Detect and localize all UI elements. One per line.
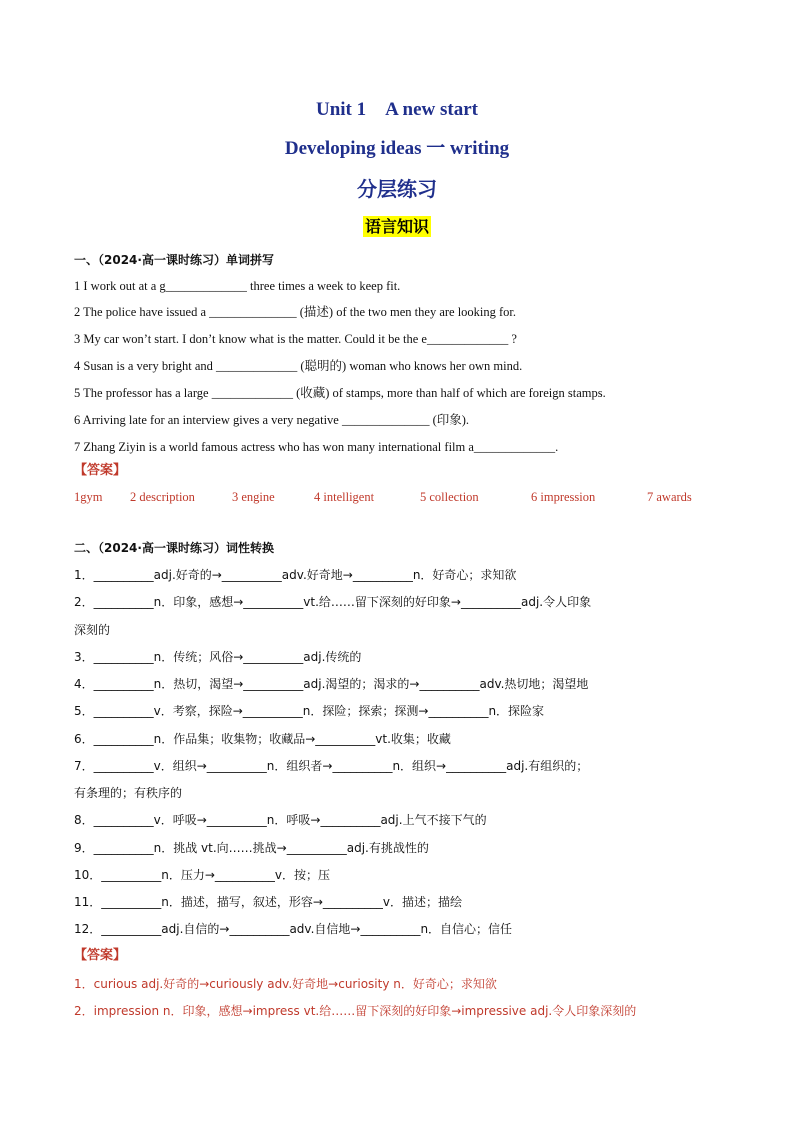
s1-item-6: 6 Arriving late for an interview gives a very negative ______________ (印象). [74, 413, 470, 427]
s2-item-6: 6．__________n．作品集；收集物；收藏品→__________vt.收集；收藏 [74, 732, 451, 746]
s1-answer-1: 1gym [74, 490, 103, 504]
s1-answer-6: 6 impression [531, 490, 596, 504]
s1-answer-4: 4 intelligent [314, 490, 375, 504]
s1-item-2: 2 The police have issued a ______________ (描述) of the two men they are looking for. [74, 305, 517, 319]
highlight-label: 语言知识 [364, 217, 429, 236]
s1-item-7: 7 Zhang Ziyin is a world famous actress who has won many international film a_____________. [74, 440, 559, 454]
s2-answer-1: 1．curious adj.好奇的→curiously adv.好奇地→curiosity n．好奇心；求知欲 [74, 977, 497, 991]
s1-item-1: 1 I work out at a g_____________ three times a week to keep fit. [74, 279, 401, 293]
s1-item-4: 4 Susan is a very bright and _____________ (聪明的) woman who knows her own mind. [74, 359, 523, 373]
s1-item-5: 5 The professor has a large _____________ (收藏) of stamps, more than half of which are foreign stamps. [74, 386, 606, 400]
lesson-subtitle: Developing ideas 一 writing [284, 138, 510, 159]
s2-item-8: 8．__________v．呼吸→__________n．呼吸→__________adj.上气不接下气的 [74, 813, 487, 827]
s2-item-7: 7．__________v．组织→__________n．组织者→__________n．组织→__________adj.有组织的； [74, 759, 589, 773]
s2-item-12: 12．__________adj.自信的→__________adv.自信地→__________n．自信心；信任 [74, 922, 513, 936]
s1-answer-7: 7 awards [647, 490, 692, 504]
s1-item-3: 3 My car won’t start. I don’t know what is the matter. Could it be the e_____________ ? [74, 332, 517, 346]
s1-answer-label: 【答案】 [74, 463, 127, 478]
s2-answer-label: 【答案】 [74, 948, 127, 963]
s2-item-2: 2．__________n．印象，感想→__________vt.给……留下深刻的好印象→__________adj.令人印象 [74, 595, 592, 609]
s1-answer-2: 2 description [130, 490, 195, 504]
practice-title: 分层练习 [357, 177, 437, 201]
s2-item-5: 5．__________v．考察，探险→__________n．探险；探索；探测→__________n．探险家 [74, 704, 545, 718]
s1-answer-3: 3 engine [232, 490, 275, 504]
language-knowledge-banner [0, 214, 794, 237]
s2-item-4: 4．__________n．热切，渴望→__________adj.渴望的；渴求的→__________adv.热切地；渴望地 [74, 677, 589, 691]
s2-item-7-cont: 有条理的；有秩序的 [74, 786, 183, 800]
unit-title: Unit 1 A new start [315, 99, 479, 120]
s2-answer-2: 2．impression n．印象，感想→impress vt.给……留下深刻的好印象→impressive adj.令人印象深刻的 [74, 1004, 637, 1018]
section1-heading: 一、（2024·高一课时练习）单词拼写 [74, 253, 274, 267]
s2-item-11: 11．__________n．描述，描写，叙述，形容→__________v．描述；描绘 [74, 895, 463, 909]
s2-item-2-cont: 深刻的 [74, 623, 111, 637]
s2-item-3: 3．__________n．传统；风俗→__________adj.传统的 [74, 650, 362, 664]
s2-item-9: 9．__________n．挑战 vt.向……挑战→__________adj.有挑战性的 [74, 841, 429, 855]
s1-answer-5: 5 collection [420, 490, 479, 504]
s2-item-10: 10．__________n．压力→__________v．按；压 [74, 868, 331, 882]
s2-item-1: 1．__________adj.好奇的→__________adv.好奇地→__________n．好奇心；求知欲 [74, 568, 517, 582]
section2-heading: 二、（2024·高一课时练习）词性转换 [74, 541, 274, 555]
